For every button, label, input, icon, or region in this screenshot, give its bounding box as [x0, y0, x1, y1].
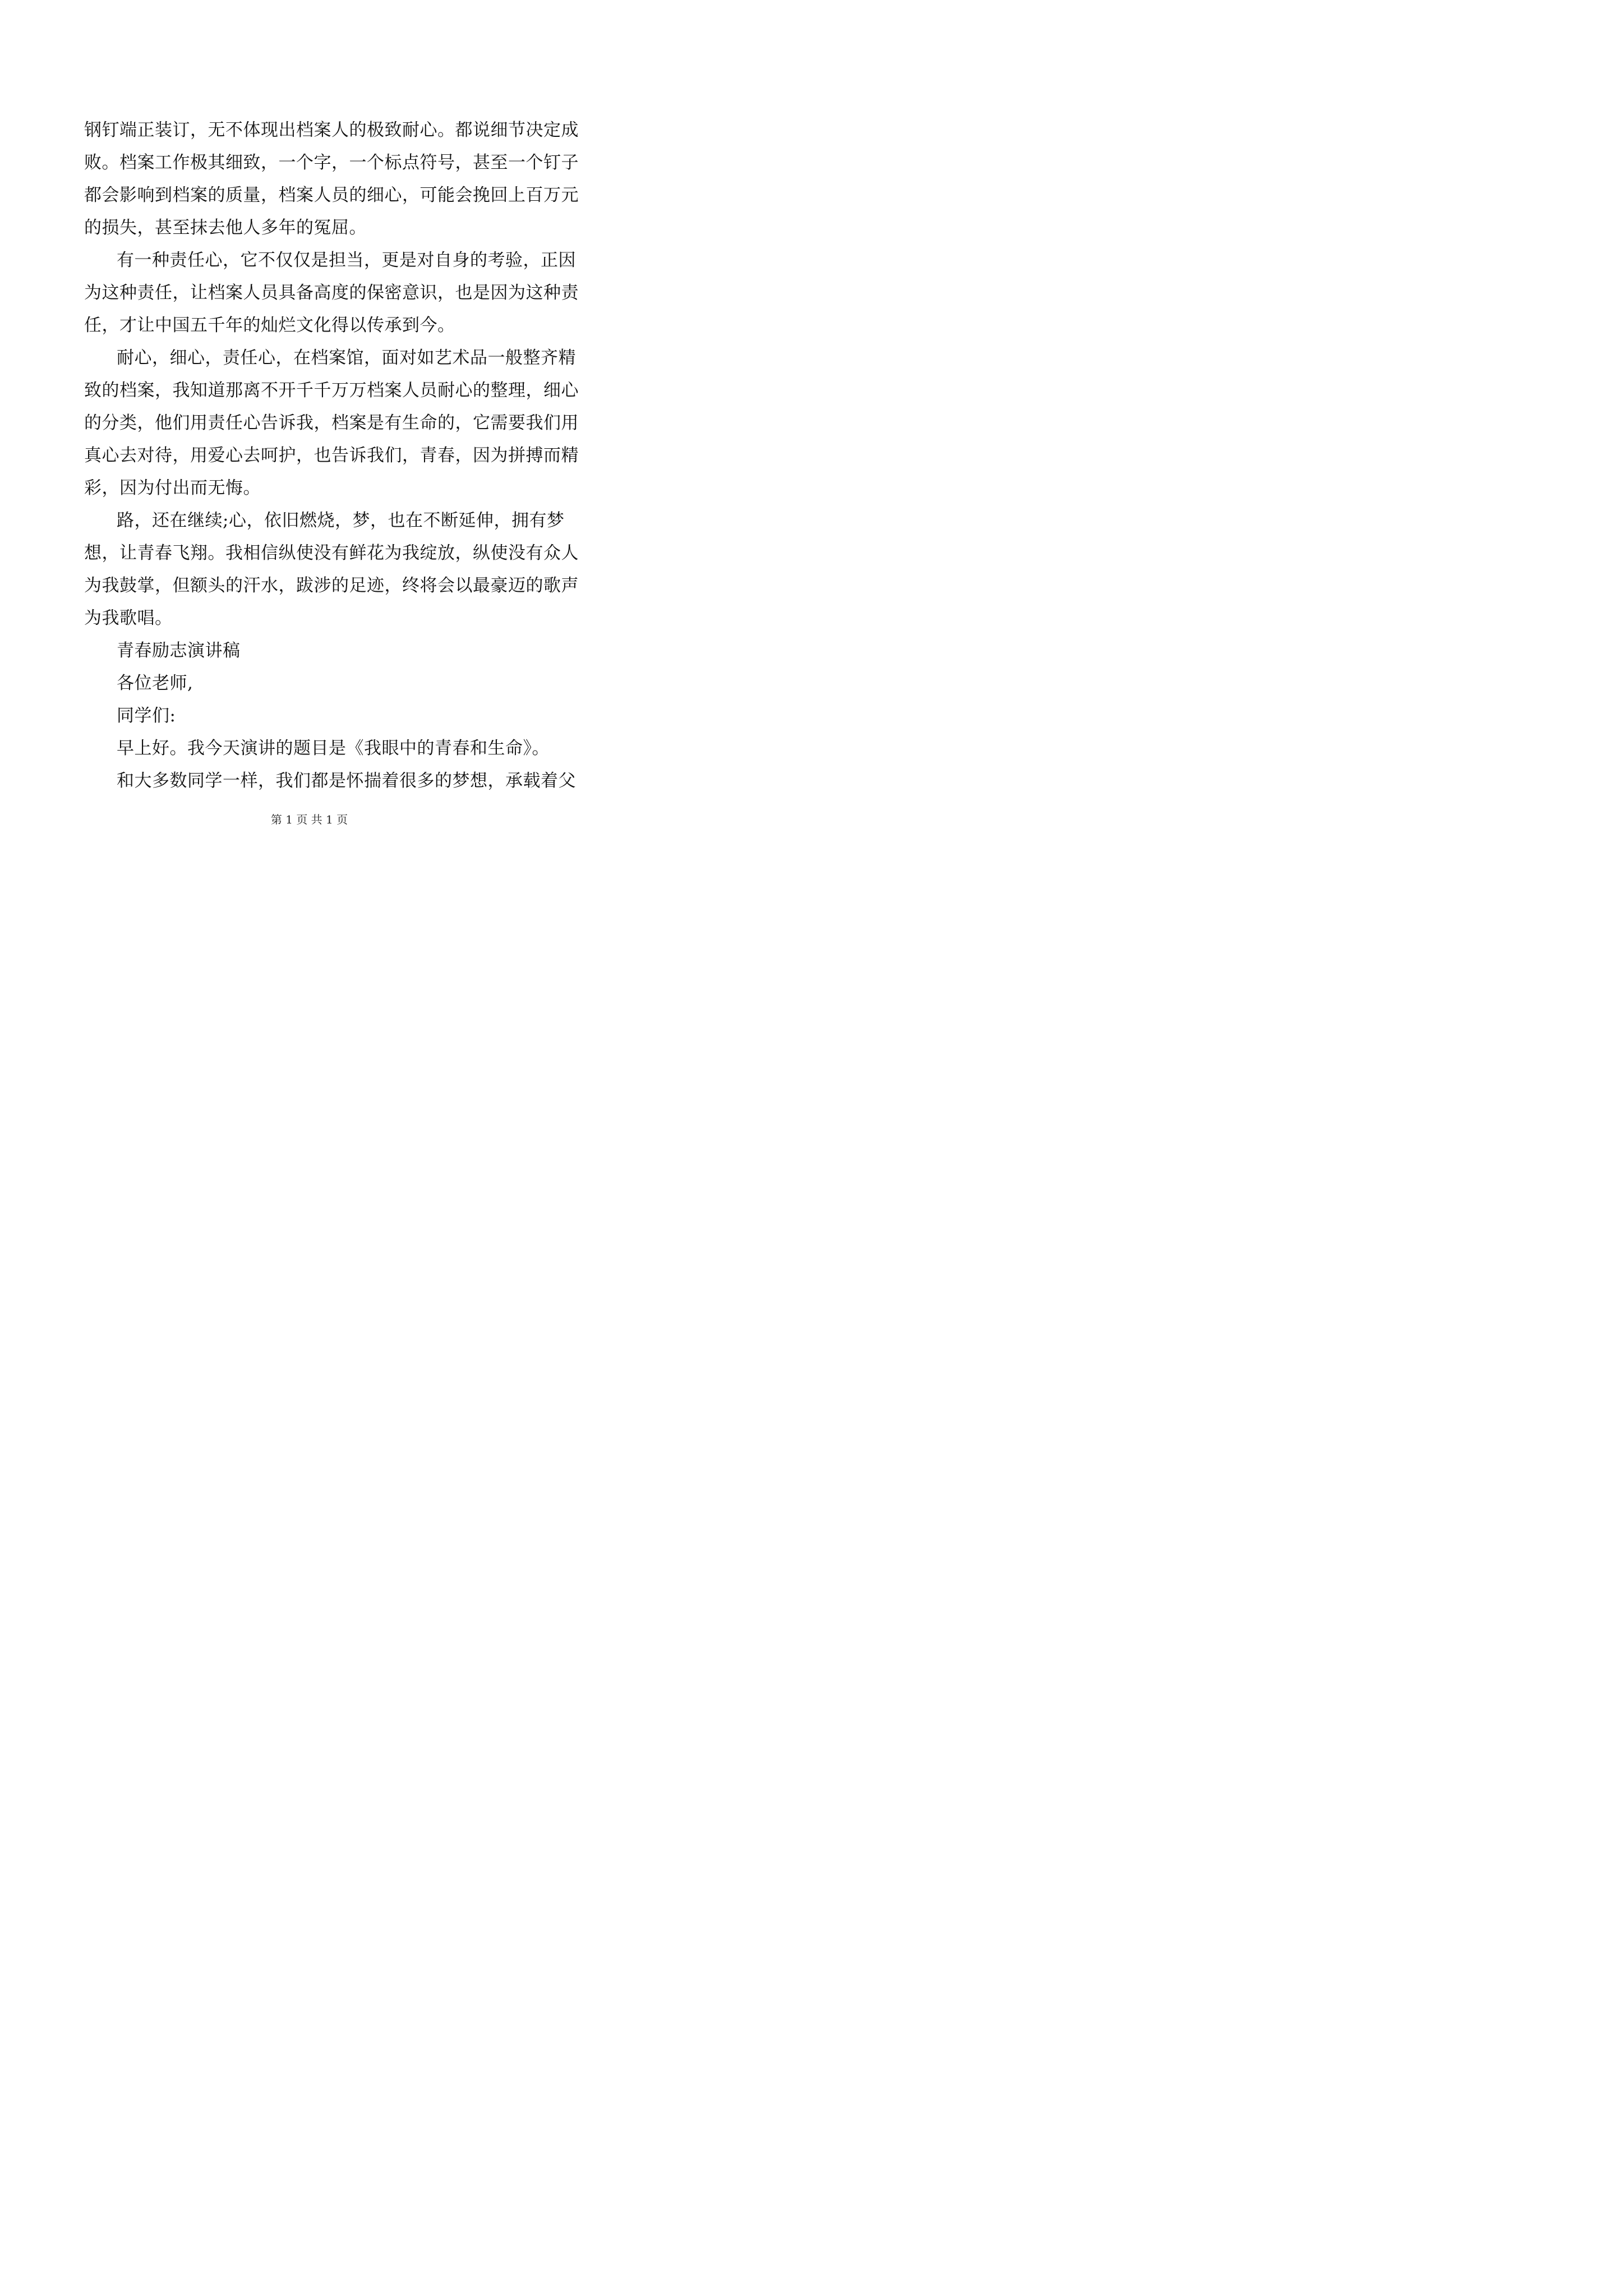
paragraph-line: 真心去对待，用爱心去呵护，也告诉我们，青春，因为拼搏而精 [84, 445, 579, 466]
salutation-line: 各位老师, [117, 673, 193, 693]
paragraph-line: 想，让青春飞翔。我相信纵使没有鲜花为我绽放，纵使没有众人 [84, 543, 579, 563]
paragraph-line: 和大多数同学一样，我们都是怀揣着很多的梦想，承载着父 [117, 771, 576, 791]
paragraph-line: 任，才让中国五千年的灿烂文化得以传承到今。 [84, 315, 455, 335]
salutation-line: 同学们: [117, 706, 176, 726]
paragraph-line: 耐心，细心，责任心，在档案馆，面对如艺术品一般整齐精 [117, 348, 576, 368]
paragraph-line: 致的档案，我知道那离不开千千万万档案人员耐心的整理，细心 [84, 380, 579, 401]
paragraph-line: 的分类，他们用责任心告诉我，档案是有生命的，它需要我们用 [84, 413, 579, 433]
paragraph-line: 为我鼓掌，但额头的汗水，跋涉的足迹，终将会以最豪迈的歌声 [84, 576, 579, 596]
paragraph-line: 为我歌唱。 [84, 608, 173, 628]
paragraph-line: 彩，因为付出而无悔。 [84, 478, 261, 498]
page-number-footer: 第 1 页 共 1 页 [270, 813, 348, 826]
paragraph-line: 的损失，甚至抹去他人多年的冤屈。 [84, 218, 367, 238]
paragraph-line: 钢钉端正装订，无不体现出档案人的极致耐心。都说细节决定成 [84, 120, 579, 140]
speech-title: 青春励志演讲稿 [117, 641, 241, 661]
paragraph-line: 为这种责任，让档案人员具备高度的保密意识，也是因为这种责 [84, 283, 579, 303]
paragraph-line: 败。档案工作极其细致，一个字，一个标点符号，甚至一个钉子 [84, 153, 579, 173]
paragraph-line: 路，还在继续;心，依旧燃烧，梦，也在不断延伸，拥有梦 [117, 510, 565, 531]
paragraph-line: 有一种责任心，它不仅仅是担当，更是对自身的考验，正因 [117, 250, 576, 270]
paragraph-line: 都会影响到档案的质量，档案人员的细心，可能会挽回上百万元 [84, 185, 579, 205]
paragraph-line: 早上好。我今天演讲的题目是《我眼中的青春和生命》。 [117, 738, 550, 758]
document-page [0, 0, 619, 875]
